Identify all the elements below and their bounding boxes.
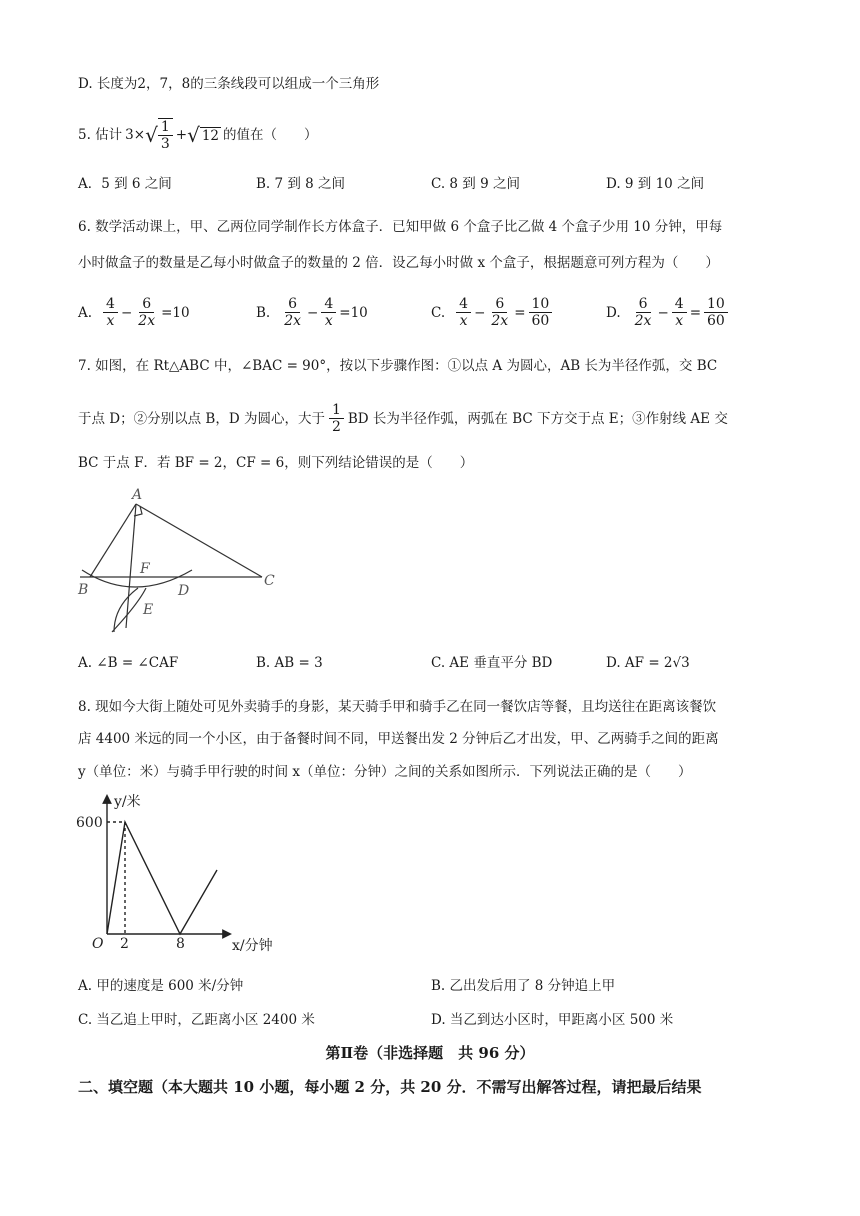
y-axis-label: y/米 — [114, 794, 141, 810]
q5-sqrt: 12 — [201, 127, 219, 144]
q7-option-a: A. ∠B = ∠CAF — [78, 655, 179, 671]
q7-triangle-figure — [74, 484, 284, 634]
q5-fraction: $\frac{1}{3}$ — [158, 118, 173, 152]
q7-line3: BC 于点 F．若 BF = 2，CF = 6，则下列结论错误的是（ ） — [78, 455, 474, 471]
q5-option-b: B. 7 到 8 之间 — [256, 176, 346, 192]
segment-ac — [136, 504, 262, 577]
q4-option-d: D. 长度为2，7，8的三条线段可以组成一个三角形 — [78, 76, 380, 92]
q5-option-d: D. 9 到 10 之间 — [606, 176, 705, 192]
segment-ab — [90, 504, 136, 577]
q5-prefix: 5. 估计 — [78, 127, 123, 143]
q7-option-d: D. AF = 2√3 — [606, 655, 690, 671]
q8-option-d: D. 当乙到达小区时，甲距离小区 500 米 — [431, 1012, 674, 1028]
q5-option-c: C. 8 到 9 之间 — [431, 176, 520, 192]
q8-option-b: B. 乙出发后用了 8 分钟追上甲 — [431, 978, 616, 994]
y-tick-600: 600 — [76, 815, 103, 831]
x-tick-8: 8 — [176, 936, 185, 952]
label-e: E — [143, 602, 154, 618]
q6-line2: 小时做盒子的数量是乙每小时做盒子的数量的 2 倍．设乙每小时做 x 个盒子，根据题意可列方程为（ ） — [78, 255, 719, 271]
q8-line1: 8. 现如今大街上随处可见外卖骑手的身影，某天骑手甲和骑手乙在同一餐饮店等餐，且均送往在距离该餐饮 — [78, 699, 717, 715]
q6-line1: 6. 数学活动课上，甲、乙两位同学制作长方体盒子．已知甲做 6 个盒子比乙做 4 个盒子少用 10 分钟，甲每 — [78, 219, 723, 235]
q6-option-c: C. $\frac{4}{x}$ − $\frac{6}{2x}$ = $\frac{10}{60}$ — [431, 296, 555, 329]
q7-option-c: C. AE 垂直平分 BD — [431, 655, 553, 671]
q8-distance-time-graph — [74, 788, 304, 958]
label-b: B — [78, 582, 89, 598]
q8-option-c: C. 当乙追上甲时，乙距离小区 2400 米 — [78, 1012, 315, 1028]
q5-stem — [78, 118, 318, 152]
q6-option-a: A. $\frac{4}{x}$ − $\frac{6}{2x}$ =10 — [78, 296, 190, 329]
label-a: A — [132, 487, 143, 503]
fill-in-section-heading: 二、填空题（本大题共 10 小题，每小题 2 分，共 20 分．不需写出解答过程，请把最后结果 — [78, 1078, 702, 1096]
q5-plus: + — [175, 127, 188, 143]
q8-line2: 店 4400 米远的同一个小区，由于备餐时间不同，甲送餐出发 2 分钟后乙才出发，甲、乙两骑手之间的距离 — [78, 731, 719, 747]
q5-option-a: A．5 到 6 之间 — [78, 176, 172, 192]
q5-suffix: 的值在（ ） — [223, 127, 318, 143]
q6-option-d: D. $\frac{6}{2x}$ − $\frac{4}{x}$ = $\frac{10}{60}$ — [606, 296, 731, 329]
label-d: D — [178, 583, 190, 599]
distance-line — [107, 822, 217, 934]
label-c: C — [264, 573, 275, 589]
q5-mul: 3× — [125, 127, 146, 143]
x-axis-label: x/分钟 — [232, 938, 273, 954]
arc-center-a — [82, 570, 192, 587]
label-f: F — [140, 561, 150, 577]
q7-line1: 7. 如图，在 Rt△ABC 中，∠BAC = 90°，按以下步骤作图：①以点 A 为圆心，AB 长为半径作弧，交 BC — [78, 358, 718, 374]
x-tick-2: 2 — [120, 936, 129, 952]
sqrt-sign-2: √ — [187, 123, 200, 147]
sqrt-sign: √ — [145, 123, 158, 147]
section-2-title: 第Ⅱ卷（非选择题 共 96 分） — [325, 1044, 535, 1062]
q8-option-a: A. 甲的速度是 600 米/分钟 — [78, 978, 244, 994]
q7-option-b: B. AB = 3 — [256, 655, 323, 671]
q8-line3: y（单位：米）与骑手甲行驶的时间 x（单位：分钟）之间的关系如图所示．下列说法正确的是（ ） — [78, 764, 692, 780]
q6-option-b: B. $\frac{6}{2x}$ − $\frac{4}{x}$ =10 — [256, 296, 368, 329]
origin-label: O — [92, 936, 104, 952]
q7-line2: 于点 D；②分别以点 B，D 为圆心，大于 $\frac{1}{2}$ BD 长为半径作弧，两弧在 BC 下方交于点 E；③作射线 AE 交 — [78, 402, 728, 435]
